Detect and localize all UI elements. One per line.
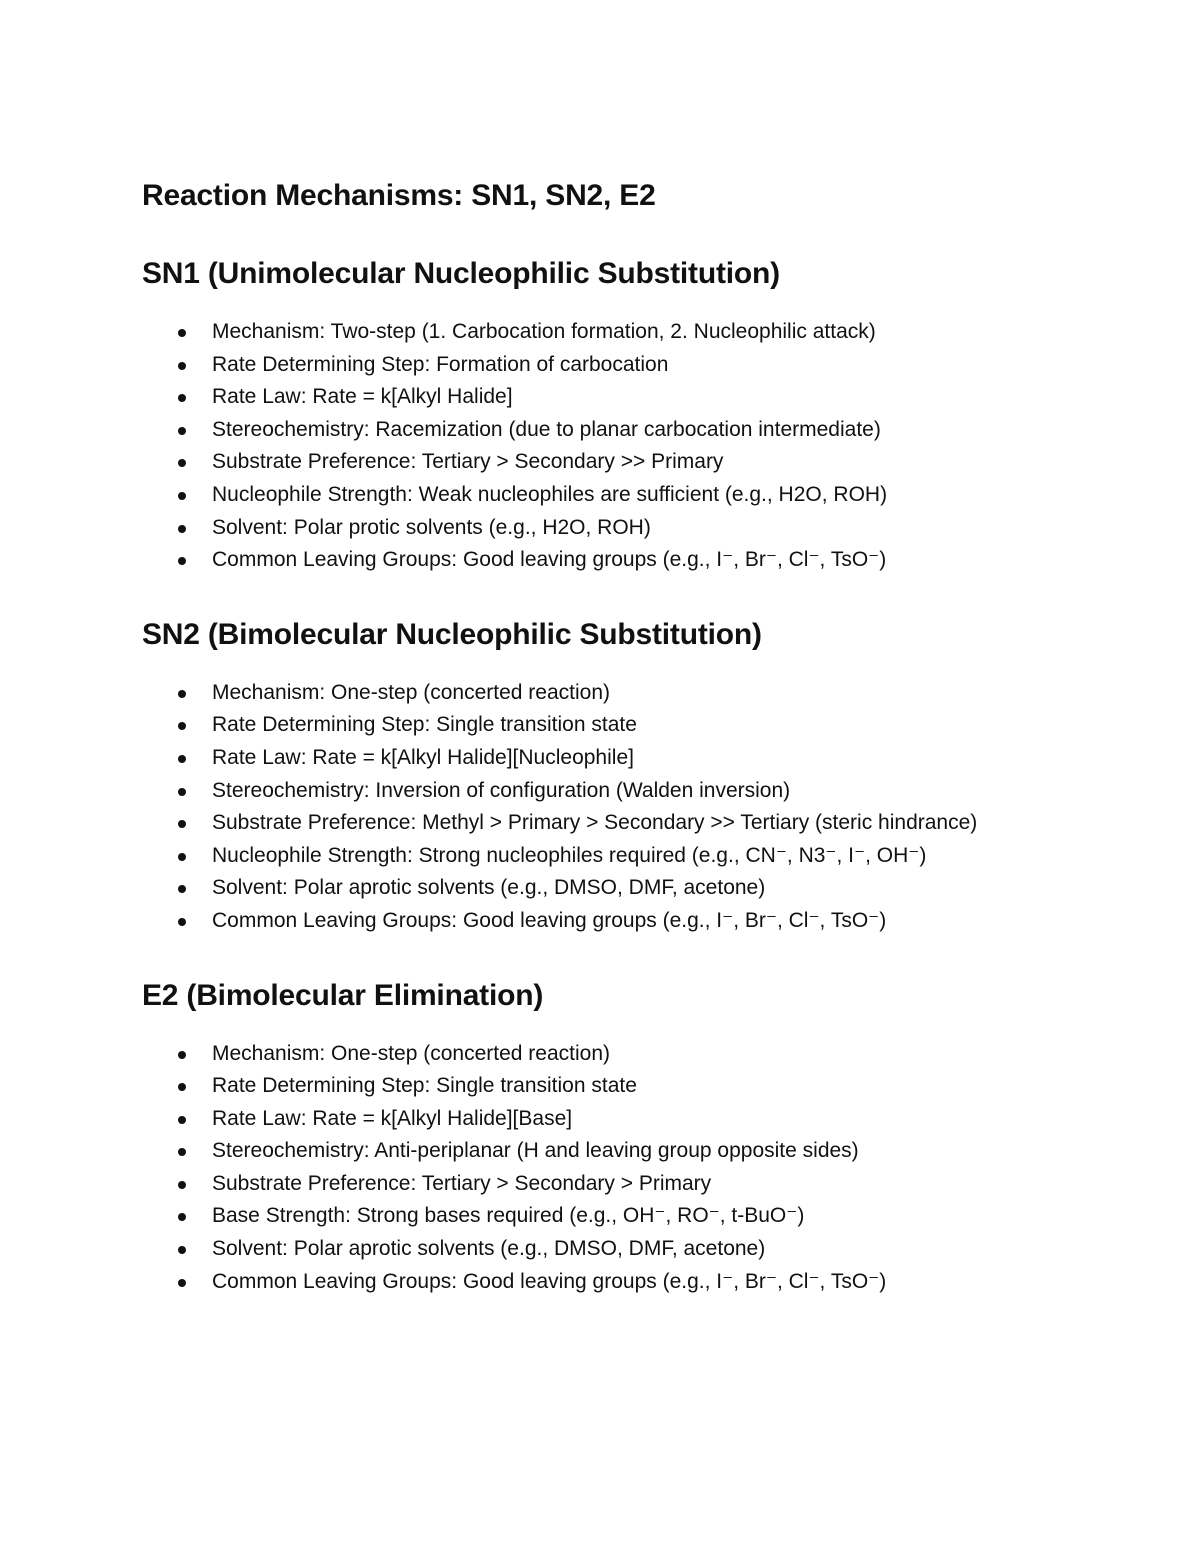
bullet-icon — [178, 362, 186, 370]
list-item-text: Rate Law: Rate = k[Alkyl Halide][Nucleophile] — [212, 745, 634, 769]
list-item-text: Base Strength: Strong bases required (e.g., OH⁻, RO⁻, t-BuO⁻) — [212, 1204, 805, 1228]
bullet-icon — [178, 427, 186, 435]
list-item — [142, 381, 1142, 414]
list-item — [142, 1135, 1142, 1168]
list-item — [142, 775, 1142, 808]
bullet-icon — [178, 918, 186, 926]
list-item — [142, 1233, 1142, 1266]
bullet-icon — [178, 1246, 186, 1254]
bullet-icon — [178, 329, 186, 337]
list-item — [142, 709, 1142, 742]
bullet-icon — [178, 459, 186, 467]
section-heading: SN2 (Bimolecular Nucleophilic Substitution) — [142, 617, 762, 651]
list-item-text: Rate Determining Step: Formation of carbocation — [212, 352, 669, 376]
list-item — [142, 349, 1142, 382]
list-item-text: Nucleophile Strength: Weak nucleophiles are sufficient (e.g., H2O, ROH) — [212, 482, 888, 506]
bullet-icon — [178, 885, 186, 893]
list-item — [142, 414, 1142, 447]
list-item — [142, 446, 1142, 479]
document-title: Reaction Mechanisms: SN1, SN2, E2 — [142, 179, 656, 212]
list-item-text: Rate Law: Rate = k[Alkyl Halide][Base] — [212, 1106, 573, 1130]
bullet-list — [142, 1038, 1142, 1299]
list-item — [142, 872, 1142, 905]
list-item — [142, 742, 1142, 775]
list-item — [142, 1103, 1142, 1136]
list-item-text: Common Leaving Groups: Good leaving groups (e.g., I⁻, Br⁻, Cl⁻, TsO⁻) — [212, 908, 887, 932]
bullet-icon — [178, 394, 186, 402]
section-heading: E2 (Bimolecular Elimination) — [142, 978, 544, 1012]
bullet-icon — [178, 1213, 186, 1221]
list-item-text: Substrate Preference: Tertiary > Secondary >> Primary — [212, 450, 724, 474]
list-item — [142, 479, 1142, 512]
list-item — [142, 316, 1142, 349]
list-item-text: Nucleophile Strength: Strong nucleophiles required (e.g., CN⁻, N3⁻, I⁻, OH⁻) — [212, 843, 927, 867]
list-item-text: Common Leaving Groups: Good leaving groups (e.g., I⁻, Br⁻, Cl⁻, TsO⁻) — [212, 548, 887, 572]
list-item — [142, 1038, 1142, 1071]
bullet-icon — [178, 1051, 186, 1059]
document-page — [142, 176, 1142, 1298]
bullet-icon — [178, 557, 186, 565]
bullet-icon — [178, 755, 186, 763]
list-item-text: Solvent: Polar aprotic solvents (e.g., DMSO, DMF, acetone) — [212, 1237, 766, 1261]
section-sn2 — [142, 615, 1142, 938]
section-e2 — [142, 976, 1142, 1299]
list-item — [142, 1168, 1142, 1201]
list-item — [142, 677, 1142, 710]
list-item — [142, 512, 1142, 545]
section-sn1 — [142, 254, 1142, 577]
list-item — [142, 1070, 1142, 1103]
list-item — [142, 544, 1142, 577]
bullet-list — [142, 316, 1142, 577]
bullet-icon — [178, 1116, 186, 1124]
list-item — [142, 1200, 1142, 1233]
list-item-text: Substrate Preference: Methyl > Primary > Secondary >> Tertiary (steric hindrance) — [212, 811, 978, 835]
list-item-text: Rate Determining Step: Single transition state — [212, 1074, 637, 1098]
section-heading: SN1 (Unimolecular Nucleophilic Substitution) — [142, 257, 780, 290]
bullet-icon — [178, 788, 186, 796]
bullet-icon — [178, 1279, 186, 1287]
bullet-icon — [178, 525, 186, 533]
bullet-icon — [178, 1083, 186, 1091]
bullet-icon — [178, 820, 186, 828]
list-item-text: Mechanism: One-step (concerted reaction) — [212, 680, 611, 704]
list-item-text: Stereochemistry: Racemization (due to planar carbocation intermediate) — [212, 417, 881, 441]
list-item-text: Rate Law: Rate = k[Alkyl Halide] — [212, 385, 513, 409]
list-item-text: Stereochemistry: Anti-periplanar (H and leaving group opposite sides) — [212, 1139, 859, 1163]
bullet-icon — [178, 1148, 186, 1156]
list-item-text: Mechanism: Two-step (1. Carbocation formation, 2. Nucleophilic attack) — [212, 320, 876, 343]
bullet-icon — [178, 1181, 186, 1189]
list-item-text: Substrate Preference: Tertiary > Secondary > Primary — [212, 1171, 712, 1195]
bullet-icon — [178, 722, 186, 730]
list-item — [142, 1266, 1142, 1299]
bullet-icon — [178, 853, 186, 861]
list-item — [142, 807, 1142, 840]
list-item — [142, 840, 1142, 873]
bullet-list — [142, 677, 1142, 938]
list-item — [142, 905, 1142, 938]
list-item-text: Solvent: Polar protic solvents (e.g., H2O, ROH) — [212, 515, 651, 539]
bullet-icon — [178, 492, 186, 500]
bullet-icon — [178, 690, 186, 698]
list-item-text: Rate Determining Step: Single transition state — [212, 713, 637, 737]
list-item-text: Common Leaving Groups: Good leaving groups (e.g., I⁻, Br⁻, Cl⁻, TsO⁻) — [212, 1269, 887, 1293]
list-item-text: Mechanism: One-step (concerted reaction) — [212, 1041, 611, 1065]
list-item-text: Stereochemistry: Inversion of configuration (Walden inversion) — [212, 778, 791, 802]
list-item-text: Solvent: Polar aprotic solvents (e.g., DMSO, DMF, acetone) — [212, 876, 766, 900]
